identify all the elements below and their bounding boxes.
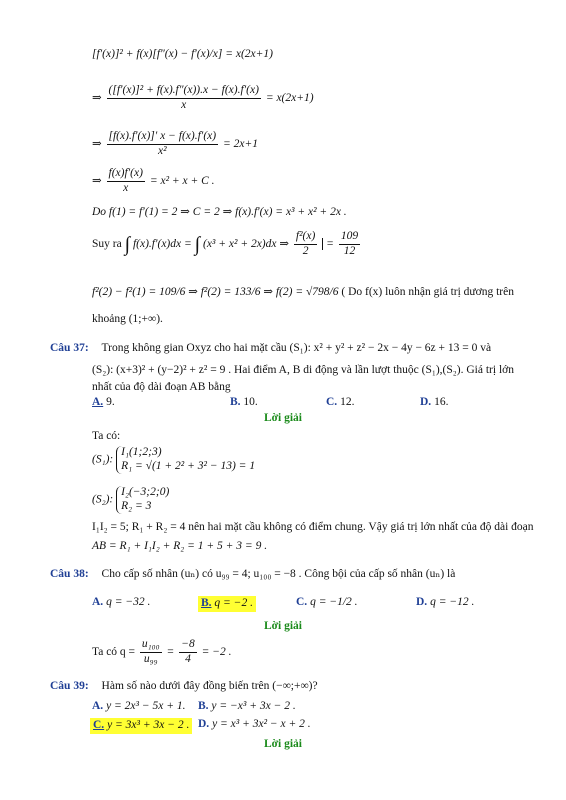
integral-icon: ∫ bbox=[124, 233, 131, 256]
sphere-2-radius: R₂ = 3 bbox=[121, 499, 152, 512]
question-37-label: Câu 37: bbox=[50, 342, 89, 354]
question-37-option-c[interactable] bbox=[326, 396, 354, 410]
question-37-solution-line-3: I₁I₂ = 5; R₁ + R₂ = 4 nên hai mặt cầu không có điểm chung. Vậy giá trị lớn nhất của độ dài đoạn bbox=[92, 521, 534, 533]
equation-6-b: (x³ + x² + 2x)dx ⇒ bbox=[203, 237, 290, 250]
question-38-option-d[interactable] bbox=[416, 596, 474, 610]
question-37-solution-line-4: AB = R₁ + I₁I₂ + R₂ = 1 + 5 + 3 = 9 . bbox=[92, 540, 268, 552]
option-key: D. bbox=[420, 396, 432, 408]
question-38-solution bbox=[92, 638, 231, 667]
equation-3-rhs: = 2x+1 bbox=[222, 137, 258, 150]
option-value: q = −2 . bbox=[214, 597, 253, 609]
option-value: 10. bbox=[243, 396, 258, 408]
sphere-2-system bbox=[92, 486, 169, 514]
sphere-1-center: I₁(1;2;3) bbox=[121, 446, 162, 458]
option-value: 16. bbox=[434, 396, 449, 408]
question-37-option-d[interactable] bbox=[420, 396, 448, 410]
sphere-2-center: I₂(−3;2;0) bbox=[121, 486, 170, 498]
equation-2-rhs: = x(2x+1) bbox=[265, 91, 314, 104]
question-37-option-a[interactable] bbox=[92, 396, 115, 410]
equation-6-result-denominator: 12 bbox=[343, 244, 356, 257]
question-37-text-1: Trong không gian Oxyz cho hai mặt cầu (S₁): x² + y² + z² − 2x − 4y − 6z + 13 = 0 và bbox=[101, 342, 492, 354]
option-key: B. bbox=[198, 700, 209, 712]
option-key: C. bbox=[326, 396, 338, 408]
question-37-text-2: (S₂): (x+3)² + (y−2)² + z² = 9 . Hai điểm A, B di động và lần lượt thuộc (S₁),(S₂). Giá trị lớn bbox=[92, 364, 514, 376]
sphere-1-system bbox=[92, 446, 255, 474]
equation-6-numerator: f²(x) bbox=[294, 230, 317, 245]
equation-3: ⇒ $\frac{[f(x).f'(x)]' x - f(x).f'(x)}{\text{x²}}$ = 2x+1 bbox=[92, 130, 258, 157]
option-key: C. bbox=[93, 719, 105, 731]
option-value: 12. bbox=[340, 396, 355, 408]
question-38 bbox=[50, 568, 455, 582]
option-value: y = 3x³ + 3x − 2 . bbox=[107, 719, 190, 731]
question-39-option-a[interactable] bbox=[92, 700, 185, 714]
equation-6-result-numerator: 109 bbox=[339, 230, 360, 245]
question-38-label: Câu 38: bbox=[50, 568, 89, 580]
option-key: B. bbox=[201, 597, 212, 609]
value-denominator: 4 bbox=[185, 652, 191, 665]
value-numerator: −8 bbox=[179, 638, 197, 653]
question-39-option-d[interactable] bbox=[198, 718, 311, 732]
question-37-solution-intro: Ta có: bbox=[92, 430, 121, 442]
equation-6-lead: Suy ra bbox=[92, 237, 122, 250]
question-38-option-b[interactable] bbox=[198, 596, 256, 612]
equation-7-continuation: khoảng (1;+∞). bbox=[92, 313, 163, 325]
option-key: C. bbox=[296, 596, 308, 608]
equation-6 bbox=[92, 230, 362, 259]
question-39-option-c[interactable] bbox=[90, 718, 192, 734]
equation-4-numerator: f(x)f′(x) bbox=[107, 167, 145, 182]
question-38-text-1: Cho cấp số nhân (uₙ) có u₉₉ = 4; u₁₀₀ = −8 . Công bội của cấp số nhân (uₙ) là bbox=[101, 568, 456, 580]
question-38-solution-lead: Ta có q = bbox=[92, 645, 136, 658]
question-38-option-c[interactable] bbox=[296, 596, 358, 610]
question-38-option-a[interactable] bbox=[92, 596, 150, 610]
equation-7 bbox=[92, 286, 514, 300]
equation-7-note: ( Do f(x) luôn nhận giá trị dương trên bbox=[341, 286, 514, 298]
option-key: D. bbox=[198, 718, 210, 730]
ratio-numerator: u₁₀₀ bbox=[140, 638, 162, 653]
question-37 bbox=[50, 342, 491, 356]
equation-7-body: f²(2) − f²(1) = 109/6 ⇒ f²(2) = 133/6 ⇒ f(2) = √798/6 bbox=[92, 286, 339, 298]
option-key: A. bbox=[92, 396, 104, 408]
question-39-option-b[interactable] bbox=[198, 700, 296, 714]
equation-6-a: f(x).f′(x)dx = bbox=[132, 237, 192, 250]
option-value: 9. bbox=[106, 396, 115, 408]
ratio-equals: = bbox=[166, 645, 175, 658]
option-value: q = −1/2 . bbox=[310, 596, 358, 608]
sphere-1-radius: R₁ = √(1 + 2² + 3² − 13) = 1 bbox=[121, 459, 256, 472]
equation-3-numerator: [f(x).f′(x)]′ x − f(x).f′(x) bbox=[107, 130, 219, 145]
integral-icon: ∫ bbox=[194, 233, 201, 256]
equation-2-numerator: ([f′(x)]² + f(x).f″(x)).x − f(x).f′(x) bbox=[107, 84, 261, 99]
question-39-solution-title: Lời giải bbox=[264, 738, 302, 750]
question-38-solution-title: Lời giải bbox=[264, 620, 302, 632]
equation-6-denominator: 2 bbox=[302, 244, 309, 257]
option-value: y = x³ + 3x² − x + 2 . bbox=[212, 718, 311, 730]
question-39-label: Câu 39: bbox=[50, 680, 89, 692]
question-38-solution-result: = −2 . bbox=[201, 645, 232, 658]
equation-3-denominator: x² bbox=[158, 144, 167, 157]
option-value: y = −x³ + 3x − 2 . bbox=[211, 700, 296, 712]
option-value: q = −12 . bbox=[430, 596, 475, 608]
question-37-text-3: nhất của độ dài đoạn AB bằng bbox=[92, 381, 231, 393]
question-39 bbox=[50, 680, 318, 694]
question-37-solution-title: Lời giải bbox=[264, 412, 302, 424]
equation-1: [f′(x)]² + f(x)[f″(x) − f′(x)/x] = x(2x+1) bbox=[92, 48, 273, 60]
option-key: A. bbox=[92, 700, 104, 712]
question-37-option-b[interactable] bbox=[230, 396, 258, 410]
equation-2-denominator: x bbox=[181, 98, 187, 111]
question-39-text-1: Hàm số nào dưới đây đồng biến trên (−∞;+∞)? bbox=[101, 680, 318, 692]
option-key: A. bbox=[92, 596, 104, 608]
equation-2: ⇒ $\frac{\text{([f′(x)]² + f(x).f″(x)).x − f(x).f′(x)}}{x}$ = x(2x+1) bbox=[92, 84, 314, 111]
sphere-2-name: (S₂): bbox=[92, 493, 114, 506]
sphere-1-name: (S₁): bbox=[92, 453, 114, 466]
option-value: y = 2x³ − 5x + 1. bbox=[106, 700, 186, 712]
equation-4: ⇒ $\frac{f(x)f'(x)}{x}$ = x² + x + C . bbox=[92, 167, 215, 194]
equation-6-eq: = bbox=[322, 238, 334, 250]
equation-4-denominator: x bbox=[123, 181, 129, 194]
option-key: B. bbox=[230, 396, 241, 408]
option-value: q = −32 . bbox=[106, 596, 151, 608]
equation-5: Do f(1) = f′(1) = 2 ⇒ C = 2 ⇒ f(x).f′(x) = x³ + x² + 2x . bbox=[92, 206, 347, 218]
equation-4-rhs: = x² + x + C . bbox=[149, 174, 215, 187]
option-key: D. bbox=[416, 596, 428, 608]
ratio-denominator: u₉₉ bbox=[143, 652, 158, 665]
